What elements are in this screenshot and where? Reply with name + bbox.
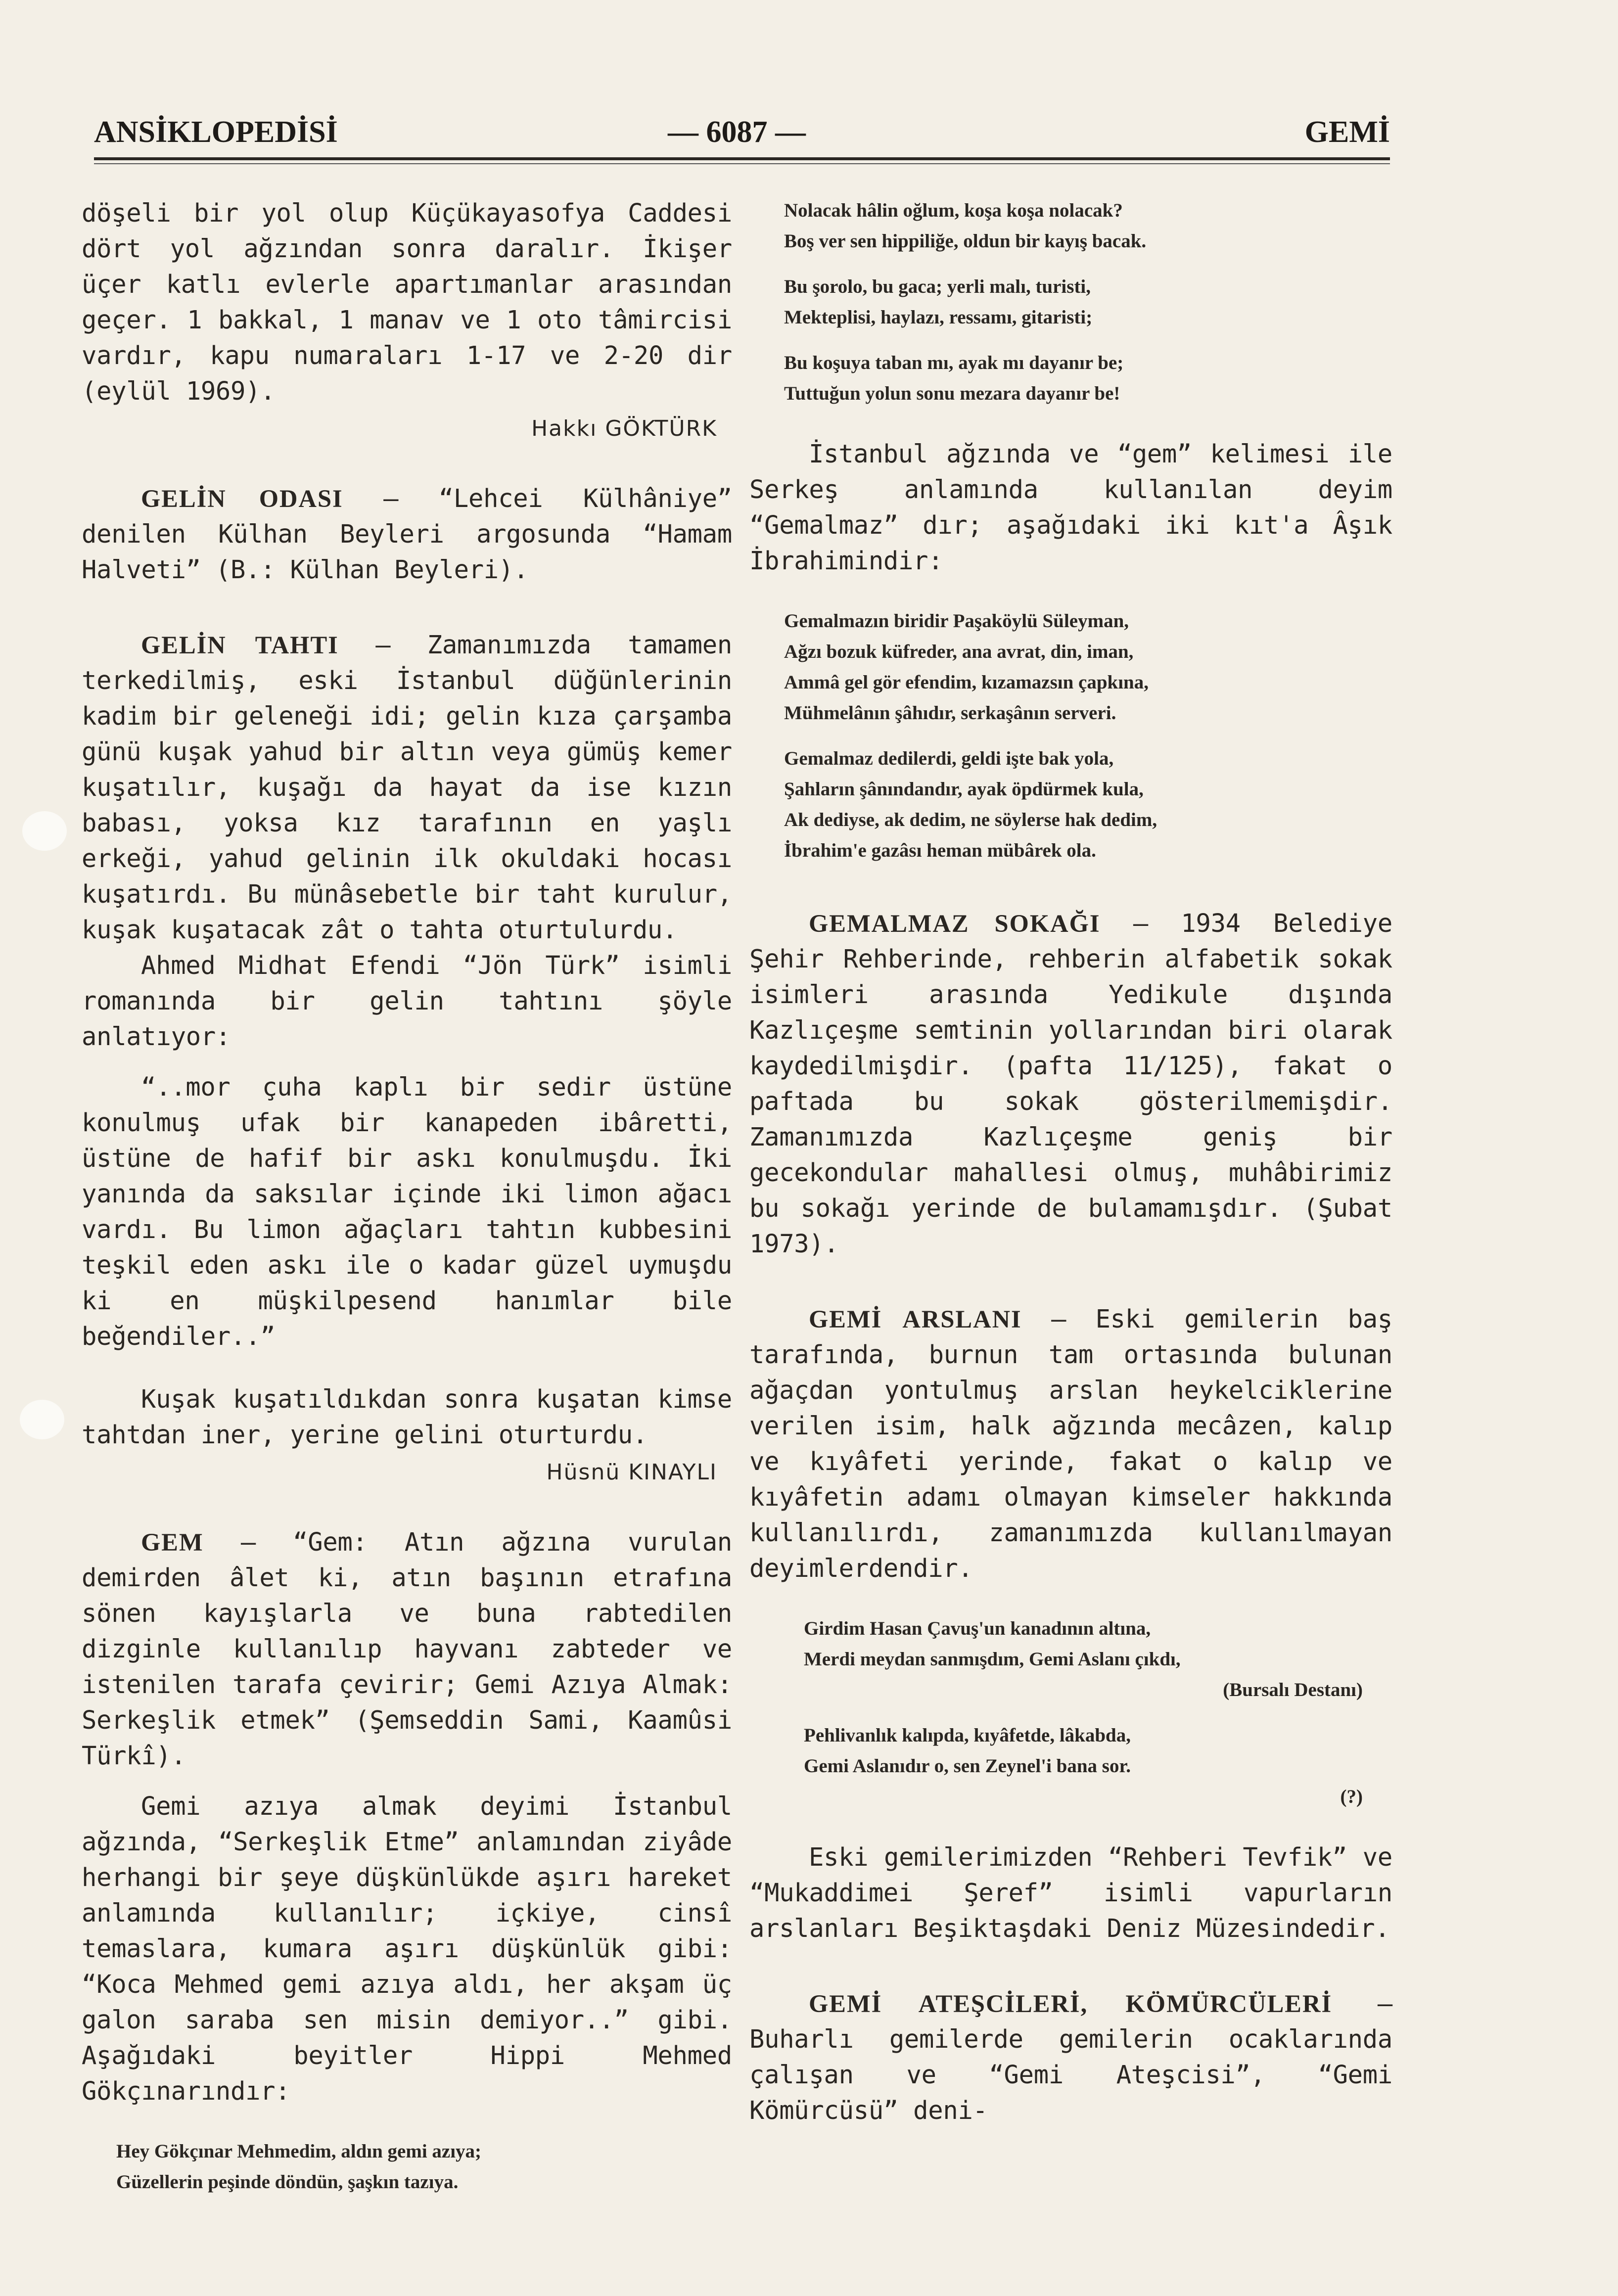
verse-source: (?) bbox=[1340, 1786, 1363, 1807]
left-column bbox=[82, 195, 732, 2198]
verse-line: Gemi Aslanıdır o, sen Zeynel'i bana sor. bbox=[804, 1755, 1131, 1777]
entry-title: GEMİ ARSLANI bbox=[809, 1305, 1022, 1333]
verse-line: Ağzı bozuk küfreder, ana avrat, din, iman, bbox=[784, 641, 1134, 662]
entry-gemi-arslani bbox=[749, 1301, 1392, 1586]
entry-gelin-odasi bbox=[82, 481, 732, 588]
verse-line: Girdim Hasan Çavuş'un kanadının altına, bbox=[804, 1618, 1151, 1639]
entry-text: — 1934 Belediye Şehir Rehberinde, rehberin alfabetik sokak isimleri arasında Yedikule dışında Kazlıçeşme semtinin yollarından biri olarak kaydedilmişdir. (pafta 11/125), fakat o paftada bu sokak gösterilmemişdir. Zamanımızda Kazlıçeşme geniş bir gecekondular mahallesi olmuş, muhâbirimiz bu sokağı yerinde de bulamamışdır. (Şubat 1973). bbox=[749, 909, 1392, 1258]
verse-line: Bu şorolo, bu gaca; yerli malı, turisti, bbox=[784, 276, 1091, 297]
paper-smudge bbox=[20, 1400, 64, 1439]
verse-source: (Bursalı Destanı) bbox=[1223, 1679, 1363, 1700]
paragraph-gemi-aziya: Gemi azıya almak deyimi İstanbul ağzında, “Serkeşlik Etme” anlamından ziyâde herhangi bir şeye düşkünlükde aşırı hareket anlamında kullanılır; içkiye, cinsî temaslara, kumara aşırı düşkünlük gibi: “Koca Mehmed gemi azıya aldı, her akşam üç galon saraba sen misin demiyor..” gibi. Aşağıdaki beyitler Hippi Mehmed Gökçınarındır: bbox=[82, 1791, 732, 2106]
entry-text: — Eski gemilerin baş tarafında, burnun tam ortasında bulunan ağaçdan yontulmuş arslan heykelciklerine verilen isim, halk ağzında mecâzen, kalıp ve kıyâfeti yerinde, fakat o kalıp ve kıyâfetin adamı olmayan kimseler hakkında kullanılırdı, zamanımızda kullanılmayan deyimlerdendir. bbox=[749, 1304, 1392, 1583]
entry-gemi-atescileri bbox=[749, 1986, 1392, 2128]
entry-gem bbox=[82, 1524, 732, 1774]
entry-title: GELİN ODASI bbox=[141, 485, 343, 512]
header-rule bbox=[94, 157, 1390, 160]
verse-line: Hey Gökçınar Mehmedim, aldın gemi azıya; bbox=[116, 2141, 482, 2162]
author-signature: Hüsnü KINAYLI bbox=[546, 1460, 717, 1485]
verse-line: Mühmelânın şâhıdır, serkaşânın serveri. bbox=[784, 702, 1116, 724]
paragraph-deniz-muzesi: Eski gemilerimizden “Rehberi Tevfik” ve “Mukaddimei Şeref” isimli vapurların arslanları Beşiktaşdaki Deniz Müzesindedir. bbox=[749, 1842, 1392, 1943]
verse-line: Gemalmazın biridir Paşaköylü Süleyman, bbox=[784, 610, 1129, 632]
entry-gemalmaz-sokagi bbox=[749, 906, 1392, 1262]
verse-line: Ak dediyse, ak dedim, ne söylerse hak dedim, bbox=[784, 809, 1157, 830]
author-signature: Hakkı GÖKTÜRK bbox=[531, 416, 717, 441]
entry-title: GEMALMAZ SOKAĞI bbox=[809, 910, 1101, 937]
verse-line: Nolacak hâlin oğlum, koşa koşa nolacak? bbox=[784, 200, 1123, 221]
verse-line: Şahların şânındandır, ayak öpdürmek kula, bbox=[784, 779, 1144, 800]
verse-line: Pehlivanlık kalıpda, kıyâfetde, lâkabda, bbox=[804, 1725, 1131, 1746]
intro-paragraph: döşeli bir yol olup Küçükayasofya Caddesi dört yol ağzından sonra daralır. İkişer üçer katlı evlerle apartımanlar arasından geçer. 1 bakkal, 1 manav ve 1 oto tâmircisi vardır, kapu numaraları 1-17 ve 2-20 dir (eylül 1969). bbox=[82, 198, 732, 406]
paragraph-ahmed-midhat: Ahmed Midhat Efendi “Jön Türk” isimli romanında bir gelin tahtını şöyle anlatıyor: bbox=[82, 951, 732, 1051]
entry-title: GEMİ ATEŞCİLERİ, KÖMÜRCÜLERİ bbox=[809, 1990, 1333, 2018]
page-number: — 6087 — bbox=[668, 115, 806, 149]
entry-text: — “Gem: Atın ağzına vurulan demirden âlet ki, atın başının etrafına sönen kayışlarla ve buna rabtedilen dizginle kullanılıp hayvanı zabteder ve istenilen tarafa çevirir; Gemi Azıya Almak: Serkeşlik etmek” (Şemseddin Sami, Kaamûsi Türkî). bbox=[82, 1527, 732, 1770]
page-header bbox=[94, 115, 1390, 154]
right-column bbox=[749, 195, 1392, 2128]
verse-line: Gemalmaz dedilerdi, geldi işte bak yola, bbox=[784, 748, 1114, 769]
verse-line: Bu koşuya taban mı, ayak mı dayanır be; bbox=[784, 352, 1124, 373]
entry-text: — Buharlı gemilerde gemilerin ocaklarında çalışan ve “Gemi Ateşcisi”, “Gemi Kömürcüsü” deni- bbox=[749, 1989, 1392, 2125]
header-rule-thin bbox=[94, 163, 1390, 164]
verse-line: Mekteplisi, haylazı, ressamı, gitaristi; bbox=[784, 307, 1093, 328]
verse-line: Merdi meydan sanmışdım, Gemi Aslanı çıkdı, bbox=[804, 1649, 1181, 1670]
paper-smudge bbox=[22, 811, 67, 851]
verse-line: Güzellerin peşinde döndün, şaşkın tazıya. bbox=[116, 2171, 459, 2193]
verse-line: Tuttuğun yolun sonu mezara dayanır be! bbox=[784, 383, 1120, 404]
entry-text: — “Lehcei Külhâniye” denilen Külhan Beyleri argosunda “Hamam Halveti” (B.: Külhan Beyleri). bbox=[82, 484, 732, 584]
verse-line: Boş ver sen hippiliğe, oldun bir kayış bacak. bbox=[784, 230, 1147, 252]
header-encyclopedia-label: ANSİKLOPEDİSİ bbox=[94, 115, 338, 149]
quotation: “..mor çuha kaplı bir sedir üstüne konulmuş ufak bir kanapeden ibâretti, üstüne de hafif bir askı konulmuşdu. İki yanında da saksılar içinde iki limon ağacı vardı. Bu limon ağaçları tahtın kubbesini teşkil eden askı ile o kadar güzel uymuşdu ki en müşkilpesend hanımlar bile beğendiler..” bbox=[82, 1072, 732, 1351]
entry-title: GELİN TAHTI bbox=[141, 631, 339, 659]
paragraph-istanbul-gemalmaz: İstanbul ağzında ve “gem” kelimesi ile Serkeş anlamında kullanılan deyim “Gemalmaz” dır; aşağıdaki iki kıt'a Âşık İbrahimindir: bbox=[749, 439, 1392, 575]
entry-text: — Zamanımızda tamamen terkedilmiş, eski İstanbul düğünlerinin kadim bir geleneği idi; gelin kıza çarşamba günü kuşak yahud bir altın veya gümüş kemer kuşatılır, kuşağı da hayat da ise kızın babası, yoksa kız tarafının en yaşlı erkeği, yahud gelinin ilk okuldaki hocası kuşatırdı. Bu münâsebetle bir taht kurulur, kuşak kuşatacak zât o tahta oturtulurdu. bbox=[82, 630, 732, 944]
entry-gelin-tahti bbox=[82, 627, 732, 948]
entry-title: GEM bbox=[141, 1528, 204, 1556]
paragraph-kusak: Kuşak kuşatıldıkdan sonra kuşatan kimse tahtdan iner, yerine gelini oturturdu. bbox=[82, 1384, 732, 1449]
header-keyword: GEMİ bbox=[1304, 115, 1390, 149]
verse-line: İbrahim'e gazâsı heman mübârek ola. bbox=[784, 840, 1096, 861]
verse-line: Ammâ gel gör efendim, kızamazsın çapkına, bbox=[784, 672, 1149, 693]
